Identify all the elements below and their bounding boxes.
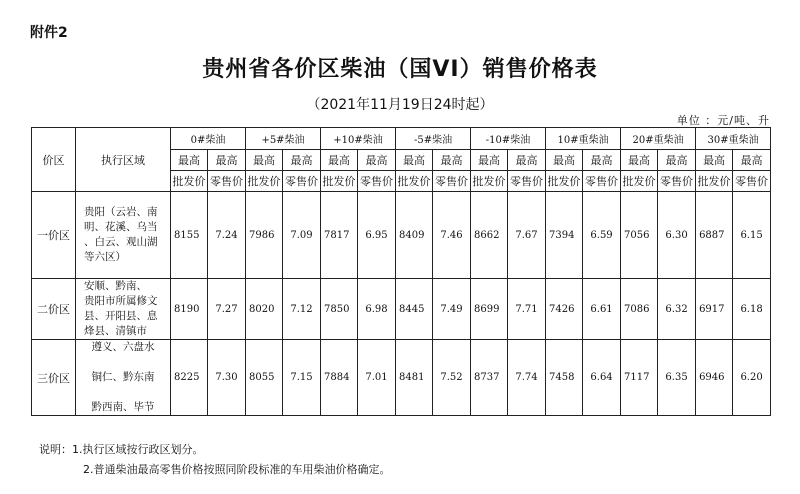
header-fuel: 10#重柴油 [546, 128, 621, 150]
wholesale-price-cell: 7986 [246, 192, 283, 279]
retail-price-cell: 7.27 [208, 279, 246, 340]
region-cell: 遵义、六盘水 铜仁、黔东南 黔西南、毕节 [76, 340, 171, 416]
header-zone: 价区 [32, 128, 76, 192]
header-high: 最高 [696, 150, 733, 171]
header-high: 最高 [321, 150, 358, 171]
retail-price-cell: 7.30 [208, 340, 246, 416]
wholesale-price-cell: 6946 [696, 340, 733, 416]
table-row [32, 279, 771, 340]
header-wholesale: 批发价 [246, 171, 283, 192]
header-fuel: -5#柴油 [396, 128, 471, 150]
header-wholesale: 批发价 [171, 171, 208, 192]
wholesale-price-cell: 8445 [396, 279, 433, 340]
page-title: 贵州省各价区柴油（国VI）销售价格表 [202, 57, 598, 82]
wholesale-price-cell: 8225 [171, 340, 208, 416]
wholesale-price-cell: 6887 [696, 192, 733, 279]
wholesale-price-cell: 7117 [621, 340, 658, 416]
retail-price-cell: 6.95 [358, 192, 396, 279]
retail-price-cell: 6.59 [583, 192, 621, 279]
wholesale-price-cell: 8055 [246, 340, 283, 416]
table-row [32, 340, 771, 416]
header-high: 最高 [246, 150, 283, 171]
wholesale-price-cell: 8190 [171, 279, 208, 340]
region-cell: 安顺、黔南、 贵阳市所属修文 县、开阳县、息 烽县、清镇市 [76, 279, 171, 340]
header-high: 最高 [433, 150, 471, 171]
retail-price-cell: 7.74 [508, 340, 546, 416]
retail-price-cell: 6.18 [733, 279, 771, 340]
header-retail: 零售价 [208, 171, 246, 192]
zone-cell: 二价区 [32, 279, 76, 340]
header-region: 执行区域 [76, 128, 171, 192]
retail-price-cell: 7.01 [358, 340, 396, 416]
header-retail: 零售价 [583, 171, 621, 192]
region-cell: 贵阳（云岩、南 明、花溪、乌当 、白云、观山湖 等六区） [76, 192, 171, 279]
header-wholesale: 批发价 [546, 171, 583, 192]
header-high: 最高 [621, 150, 658, 171]
wholesale-price-cell: 7426 [546, 279, 583, 340]
header-high: 最高 [546, 150, 583, 171]
header-retail: 零售价 [358, 171, 396, 192]
table-row [32, 192, 771, 279]
unit-label: 单位 ：元/吨、升 [676, 114, 770, 127]
header-high: 最高 [583, 150, 621, 171]
header-fuel: +5#柴油 [246, 128, 321, 150]
header-retail: 零售价 [433, 171, 471, 192]
wholesale-price-cell: 8155 [171, 192, 208, 279]
retail-price-cell: 6.15 [733, 192, 771, 279]
retail-price-cell: 7.49 [433, 279, 471, 340]
header-wholesale: 批发价 [321, 171, 358, 192]
note-line: 说明：1.执行区域按行政区划分。 [39, 443, 204, 456]
header-high: 最高 [396, 150, 433, 171]
header-row-fuels [32, 128, 771, 150]
retail-price-cell: 6.32 [658, 279, 696, 340]
zone-cell: 一价区 [32, 192, 76, 279]
header-high: 最高 [358, 150, 396, 171]
header-retail: 零售价 [508, 171, 546, 192]
header-fuel: +10#柴油 [321, 128, 396, 150]
wholesale-price-cell: 8481 [396, 340, 433, 416]
header-high: 最高 [283, 150, 321, 171]
retail-price-cell: 7.12 [283, 279, 321, 340]
header-high: 最高 [658, 150, 696, 171]
zone-cell: 三价区 [32, 340, 76, 416]
retail-price-cell: 7.15 [283, 340, 321, 416]
header-fuel: 30#重柴油 [696, 128, 771, 150]
retail-price-cell: 7.52 [433, 340, 471, 416]
wholesale-price-cell: 8699 [471, 279, 508, 340]
wholesale-price-cell: 7458 [546, 340, 583, 416]
header-fuel: 0#柴油 [171, 128, 246, 150]
retail-price-cell: 7.24 [208, 192, 246, 279]
header-high: 最高 [171, 150, 208, 171]
retail-price-cell: 6.98 [358, 279, 396, 340]
attachment-label: 附件2 [30, 25, 68, 41]
retail-price-cell: 6.35 [658, 340, 696, 416]
retail-price-cell: 6.20 [733, 340, 771, 416]
retail-price-cell: 7.09 [283, 192, 321, 279]
wholesale-price-cell: 7850 [321, 279, 358, 340]
page-subtitle: （2021年11月19日24时起） [306, 97, 494, 113]
wholesale-price-cell: 7056 [621, 192, 658, 279]
wholesale-price-cell: 7086 [621, 279, 658, 340]
note-line: 2.普通柴油最高零售价格按照同阶段标准的车用柴油价格确定。 [83, 463, 391, 476]
header-fuel: -10#柴油 [471, 128, 546, 150]
retail-price-cell: 6.61 [583, 279, 621, 340]
header-high: 最高 [208, 150, 246, 171]
wholesale-price-cell: 6917 [696, 279, 733, 340]
header-retail: 零售价 [658, 171, 696, 192]
wholesale-price-cell: 8409 [396, 192, 433, 279]
header-retail: 零售价 [733, 171, 771, 192]
retail-price-cell: 7.67 [508, 192, 546, 279]
price-table [31, 127, 771, 416]
wholesale-price-cell: 8737 [471, 340, 508, 416]
header-high: 最高 [508, 150, 546, 171]
header-wholesale: 批发价 [396, 171, 433, 192]
retail-price-cell: 7.46 [433, 192, 471, 279]
retail-price-cell: 6.64 [583, 340, 621, 416]
header-wholesale: 批发价 [471, 171, 508, 192]
header-fuel: 20#重柴油 [621, 128, 696, 150]
wholesale-price-cell: 7884 [321, 340, 358, 416]
wholesale-price-cell: 8020 [246, 279, 283, 340]
header-retail: 零售价 [283, 171, 321, 192]
header-high: 最高 [733, 150, 771, 171]
header-high: 最高 [471, 150, 508, 171]
wholesale-price-cell: 7394 [546, 192, 583, 279]
retail-price-cell: 7.71 [508, 279, 546, 340]
wholesale-price-cell: 8662 [471, 192, 508, 279]
retail-price-cell: 6.30 [658, 192, 696, 279]
header-wholesale: 批发价 [696, 171, 733, 192]
wholesale-price-cell: 7817 [321, 192, 358, 279]
header-wholesale: 批发价 [621, 171, 658, 192]
